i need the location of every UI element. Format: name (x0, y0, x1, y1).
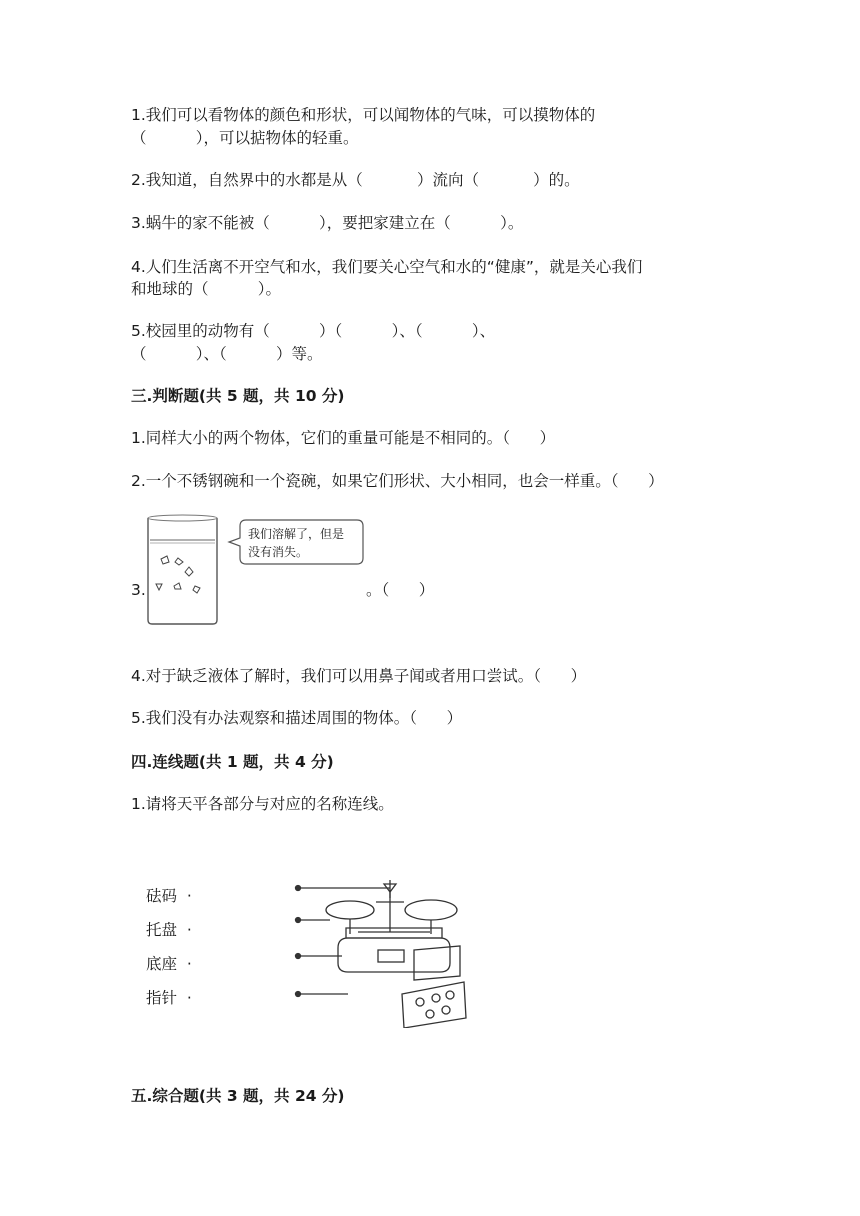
fill-blank-q3: 3.蜗牛的家不能被（ ），要把家建立在（ ）。 (131, 214, 524, 232)
match-item-weights: 砝码 · (146, 887, 192, 905)
fill-blank-q4-line2: 和地球的（ ）。 (131, 280, 282, 298)
fill-blank-q4-line1: 4.人们生活离不开空气和水，我们要关心空气和水的“健康”，就是关心我们 (131, 258, 643, 276)
judge-q1: 1.同样大小的两个物体，它们的重量可能是不相同的。（ ） (131, 429, 556, 447)
match-item-base: 底座 · (146, 955, 192, 973)
judge-q3-tail: 。（ ） (366, 581, 435, 599)
fill-blank-q5-line2: （ ）、（ ）等。 (131, 345, 323, 363)
judge-q3-number: 3. (131, 581, 146, 599)
section3-heading: 三.判断题(共 5 题，共 10 分) (131, 387, 345, 405)
section4-heading: 四.连线题(共 1 题，共 4 分) (131, 753, 334, 771)
fill-blank-q1-line2: （ ），可以掂物体的轻重。 (131, 129, 359, 147)
fill-blank-q5-line1: 5.校园里的动物有（ ）（ ）、（ ）、 (131, 322, 496, 340)
match-q1: 1.请将天平各部分与对应的名称连线。 (131, 795, 394, 813)
speech-text-line1: 我们溶解了，但是 (248, 527, 345, 541)
fill-blank-q2: 2.我知道，自然界中的水都是从（ ）流向（ ）的。 (131, 171, 580, 189)
match-item-pointer: 指针 · (146, 989, 192, 1007)
speech-text-line2: 没有消失。 (248, 545, 309, 559)
judge-q2: 2.一个不锈钢碗和一个瓷碗，如果它们形状、大小相同，也会一样重。（ ） (131, 472, 664, 490)
judge-q5: 5.我们没有办法观察和描述周围的物体。（ ） (131, 709, 463, 727)
balance-scale-figure (290, 868, 470, 1028)
match-item-tray: 托盘 · (146, 921, 192, 939)
fill-blank-q1-line1: 1.我们可以看物体的颜色和形状，可以闻物体的气味，可以摸物体的 (131, 106, 596, 124)
judge-q4: 4.对于缺乏液体了解时，我们可以用鼻子闻或者用口尝试。（ ） (131, 667, 587, 685)
beaker-dissolving-figure (145, 514, 375, 626)
section5-heading: 五.综合题(共 3 题，共 24 分) (131, 1087, 345, 1105)
